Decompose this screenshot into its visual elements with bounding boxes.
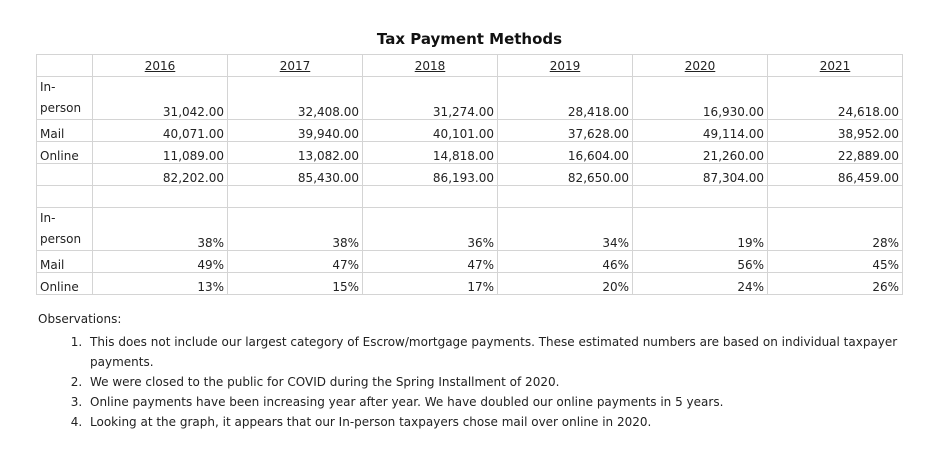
percent-row-online (37, 273, 903, 295)
year-header[interactable]: 2020 (633, 55, 768, 77)
year-header[interactable]: 2017 (228, 55, 363, 77)
row-label[interactable]: Online (37, 142, 93, 164)
count-row-mail (37, 120, 903, 142)
total-row (37, 164, 903, 186)
percent-cell[interactable]: 26% (768, 273, 903, 295)
count-cell[interactable]: 22,889.00 (768, 142, 903, 164)
blank-cell[interactable] (363, 186, 498, 208)
count-row-in-person (37, 77, 903, 120)
percent-cell[interactable]: 20% (498, 273, 633, 295)
observation-item: 4. Looking at the graph, it appears that our In-person taxpayers chose mail over online in 2020. (86, 412, 898, 432)
percent-cell[interactable]: 56% (633, 251, 768, 273)
blank-cell[interactable] (37, 186, 93, 208)
percent-cell[interactable]: 24% (633, 273, 768, 295)
percent-row-mail (37, 251, 903, 273)
observations-list (38, 332, 898, 432)
count-cell[interactable]: 31,042.00 (93, 77, 228, 120)
blank-cell[interactable] (633, 186, 768, 208)
row-label[interactable]: In-person (37, 77, 93, 120)
percent-cell[interactable]: 19% (633, 208, 768, 251)
count-cell[interactable]: 40,101.00 (363, 120, 498, 142)
blank-cell[interactable] (93, 186, 228, 208)
count-cell[interactable]: 49,114.00 (633, 120, 768, 142)
observations-section (38, 312, 898, 432)
total-label-cell[interactable] (37, 164, 93, 186)
tax-payment-table (36, 54, 903, 295)
blank-cell[interactable] (228, 186, 363, 208)
percent-cell[interactable]: 47% (363, 251, 498, 273)
count-cell[interactable]: 14,818.00 (363, 142, 498, 164)
row-label[interactable]: Mail (37, 120, 93, 142)
percent-cell[interactable]: 28% (768, 208, 903, 251)
year-header[interactable]: 2018 (363, 55, 498, 77)
blank-cell[interactable] (498, 186, 633, 208)
count-cell[interactable]: 11,089.00 (93, 142, 228, 164)
total-cell[interactable]: 86,459.00 (768, 164, 903, 186)
total-cell[interactable]: 87,304.00 (633, 164, 768, 186)
row-label[interactable]: Online (37, 273, 93, 295)
count-cell[interactable]: 38,952.00 (768, 120, 903, 142)
percent-cell[interactable]: 38% (93, 208, 228, 251)
blank-row (37, 186, 903, 208)
count-cell[interactable]: 31,274.00 (363, 77, 498, 120)
sheet-title: Tax Payment Methods (376, 30, 563, 48)
percent-cell[interactable]: 47% (228, 251, 363, 273)
count-cell[interactable]: 13,082.00 (228, 142, 363, 164)
blank-cell[interactable] (768, 186, 903, 208)
count-cell[interactable]: 37,628.00 (498, 120, 633, 142)
year-header[interactable]: 2016 (93, 55, 228, 77)
percent-cell[interactable]: 15% (228, 273, 363, 295)
percent-cell[interactable]: 38% (228, 208, 363, 251)
count-row-online (37, 142, 903, 164)
row-label[interactable]: Mail (37, 251, 93, 273)
row-label[interactable]: In-person (37, 208, 93, 251)
percent-cell[interactable]: 46% (498, 251, 633, 273)
observation-item: 3. Online payments have been increasing year after year. We have doubled our online payments in 5 years. (86, 392, 898, 412)
count-cell[interactable]: 21,260.00 (633, 142, 768, 164)
count-cell[interactable]: 32,408.00 (228, 77, 363, 120)
percent-cell[interactable]: 36% (363, 208, 498, 251)
year-header[interactable]: 2019 (498, 55, 633, 77)
year-header-row (37, 55, 903, 77)
observation-item: 2. We were closed to the public for COVID during the Spring Installment of 2020. (86, 372, 898, 392)
percent-cell[interactable]: 17% (363, 273, 498, 295)
count-cell[interactable]: 39,940.00 (228, 120, 363, 142)
count-cell[interactable]: 16,930.00 (633, 77, 768, 120)
total-cell[interactable]: 82,650.00 (498, 164, 633, 186)
count-cell[interactable]: 24,618.00 (768, 77, 903, 120)
count-cell[interactable]: 28,418.00 (498, 77, 633, 120)
corner-cell[interactable] (37, 55, 93, 77)
total-cell[interactable]: 85,430.00 (228, 164, 363, 186)
percent-cell[interactable]: 49% (93, 251, 228, 273)
count-cell[interactable]: 40,071.00 (93, 120, 228, 142)
percent-row-in-person (37, 208, 903, 251)
percent-cell[interactable]: 45% (768, 251, 903, 273)
percent-cell[interactable]: 13% (93, 273, 228, 295)
year-header[interactable]: 2021 (768, 55, 903, 77)
observation-item: 1. This does not include our largest category of Escrow/mortgage payments. These estimated numbers are based on individual taxpayer payments. (86, 332, 898, 372)
count-cell[interactable]: 16,604.00 (498, 142, 633, 164)
total-cell[interactable]: 86,193.00 (363, 164, 498, 186)
percent-cell[interactable]: 34% (498, 208, 633, 251)
total-cell[interactable]: 82,202.00 (93, 164, 228, 186)
observations-heading: Observations: (38, 312, 122, 326)
